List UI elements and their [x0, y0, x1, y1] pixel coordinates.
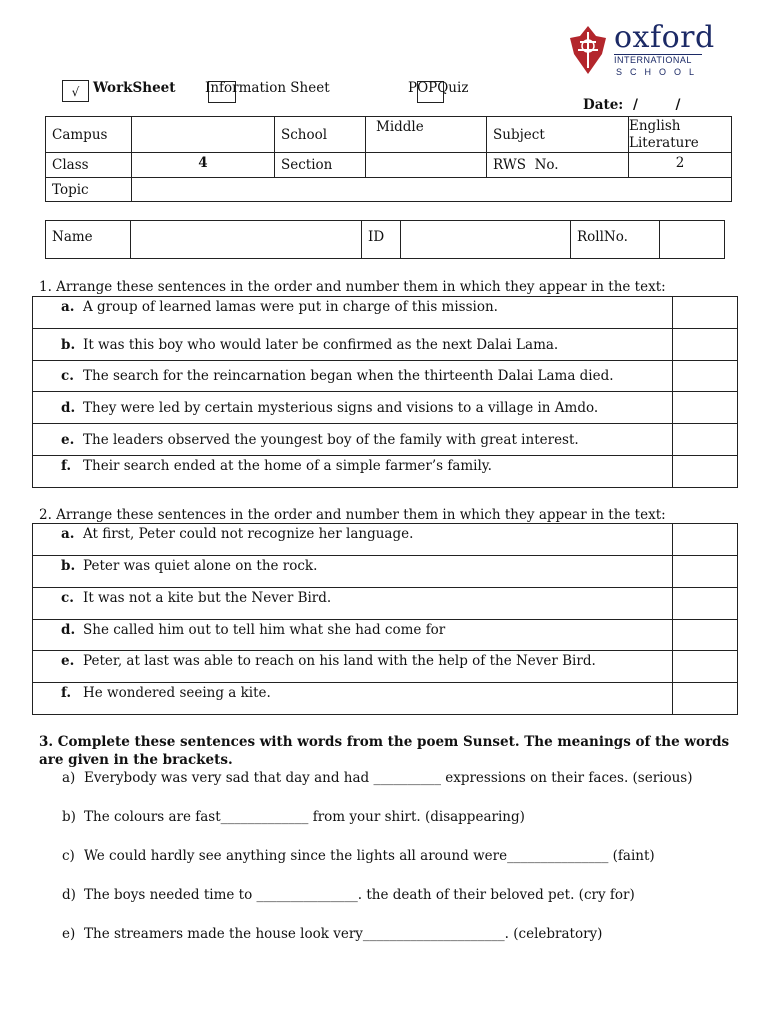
- q1-row: [33, 424, 738, 456]
- item-text[interactable]: The streamers made the house look very_____________________. (celebratory): [84, 926, 603, 942]
- date-label: Date:: [583, 97, 624, 113]
- school-label: School: [275, 117, 366, 153]
- q1-row: [33, 329, 738, 361]
- item-label: e.: [61, 653, 75, 669]
- q2-row: [33, 683, 738, 715]
- student-table: [45, 220, 725, 259]
- id-field[interactable]: [401, 221, 571, 259]
- item-text: The search for the reincarnation began when the thirteenth Dalai Lama died.: [83, 368, 614, 384]
- item-text: It was not a kite but the Never Bird.: [83, 590, 332, 606]
- logo-subtitle-1: INTERNATIONAL: [614, 55, 692, 65]
- item-label: c.: [61, 368, 74, 384]
- section-field[interactable]: [366, 153, 487, 178]
- item-label: b.: [61, 558, 76, 574]
- item-label: a.: [61, 526, 75, 542]
- item-text: The leaders observed the youngest boy of the family with great interest.: [83, 431, 579, 448]
- answer-field[interactable]: [673, 392, 738, 424]
- info-table: [45, 116, 732, 202]
- answer-field[interactable]: [673, 361, 738, 392]
- q1-row: [33, 297, 738, 329]
- rollno-field[interactable]: [660, 221, 725, 259]
- answer-field[interactable]: [673, 620, 738, 651]
- q2-row: [33, 588, 738, 620]
- item-text: Their search ended at the home of a simple farmer’s family.: [83, 458, 492, 474]
- q3-item: [62, 848, 655, 864]
- item-text: Peter was quiet alone on the rock.: [83, 558, 318, 574]
- worksheet-checkbox[interactable]: [62, 80, 89, 102]
- item-text[interactable]: The boys needed time to _______________. the death of their beloved pet. (cry for): [84, 887, 635, 903]
- answer-field[interactable]: [673, 524, 738, 556]
- item-label: f.: [61, 458, 72, 474]
- q1-row: [33, 361, 738, 392]
- item-label: c): [62, 848, 75, 864]
- answer-field[interactable]: [673, 588, 738, 620]
- q1-table: [32, 296, 738, 488]
- item-text: She called him out to tell him what she had come for: [83, 622, 446, 638]
- q2-row: [33, 651, 738, 683]
- class-field[interactable]: 4: [132, 153, 275, 178]
- q1-row: [33, 456, 738, 488]
- campus-label: Campus: [46, 117, 132, 153]
- school-field[interactable]: Middle: [366, 117, 487, 153]
- item-label: f.: [61, 685, 72, 701]
- campus-field[interactable]: [132, 117, 275, 153]
- item-label: d.: [61, 399, 76, 416]
- rws-label: RWS No.: [487, 153, 629, 178]
- q3-item: [62, 926, 602, 942]
- item-label: b.: [61, 336, 76, 353]
- item-label: a): [62, 770, 76, 786]
- q3-item: [62, 887, 635, 903]
- item-text: At first, Peter could not recognize her language.: [83, 526, 414, 542]
- q3-heading: 3. Complete these sentences with words from the poem Sunset. The meanings of the words are given in the brackets.: [39, 734, 730, 768]
- popquiz-label: POPQuiz: [408, 80, 469, 96]
- topic-field[interactable]: [132, 178, 732, 202]
- subject-label: Subject: [487, 117, 629, 153]
- q2-row: [33, 524, 738, 556]
- topic-label: Topic: [46, 178, 132, 202]
- school-emblem-icon: [568, 24, 608, 76]
- q2-table: [32, 523, 738, 715]
- item-label: d): [62, 887, 76, 903]
- q3-item: [62, 809, 525, 825]
- rollno-label: RollNo.: [571, 221, 660, 259]
- answer-field[interactable]: [673, 556, 738, 588]
- answer-field[interactable]: [673, 329, 738, 361]
- q3-item: [62, 770, 693, 786]
- q2-row: [33, 556, 738, 588]
- information-sheet-label: Information Sheet: [205, 80, 330, 96]
- item-label: b): [62, 809, 76, 825]
- q1-heading: 1. Arrange these sentences in the order and number them in which they appear in the text:: [39, 279, 666, 295]
- item-label: e): [62, 926, 76, 942]
- item-text[interactable]: The colours are fast_____________ from your shirt. (disappearing): [84, 809, 525, 825]
- item-label: a.: [61, 299, 75, 315]
- answer-field[interactable]: [673, 683, 738, 715]
- item-label: d.: [61, 622, 76, 638]
- date-value[interactable]: / /: [633, 97, 681, 113]
- q1-row: [33, 392, 738, 424]
- subject-field[interactable]: English Literature: [629, 117, 732, 153]
- item-label: c.: [61, 590, 74, 606]
- item-text[interactable]: Everybody was very sad that day and had __________ expressions on their faces. (serious): [84, 770, 693, 786]
- q2-heading: 2. Arrange these sentences in the order and number them in which they appear in the text:: [39, 507, 666, 523]
- q2-row: [33, 620, 738, 651]
- check-mark-icon: √: [71, 85, 80, 99]
- worksheet-label: WorkSheet: [93, 80, 176, 96]
- id-label: ID: [362, 221, 401, 259]
- answer-field[interactable]: [673, 297, 738, 329]
- item-text: They were led by certain mysterious signs and visions to a village in Amdo.: [83, 399, 599, 416]
- answer-field[interactable]: [673, 651, 738, 683]
- name-label: Name: [46, 221, 131, 259]
- item-text: It was this boy who would later be confirmed as the next Dalai Lama.: [83, 336, 559, 353]
- school-logo: [568, 20, 715, 78]
- item-text: Peter, at last was able to reach on his land with the help of the Never Bird.: [83, 653, 596, 669]
- name-field[interactable]: [131, 221, 362, 259]
- logo-name: oxford: [614, 20, 715, 55]
- section-label: Section: [275, 153, 366, 178]
- item-label: e.: [61, 431, 75, 448]
- item-text[interactable]: We could hardly see anything since the lights all around were_______________ (faint): [84, 848, 655, 864]
- class-label: Class: [46, 153, 132, 178]
- logo-subtitle-2: SCHOOL: [616, 67, 703, 77]
- item-text: He wondered seeing a kite.: [83, 685, 271, 701]
- rws-field[interactable]: 2: [629, 153, 732, 178]
- answer-field[interactable]: [673, 456, 738, 488]
- answer-field[interactable]: [673, 424, 738, 456]
- item-text: A group of learned lamas were put in charge of this mission.: [83, 299, 498, 315]
